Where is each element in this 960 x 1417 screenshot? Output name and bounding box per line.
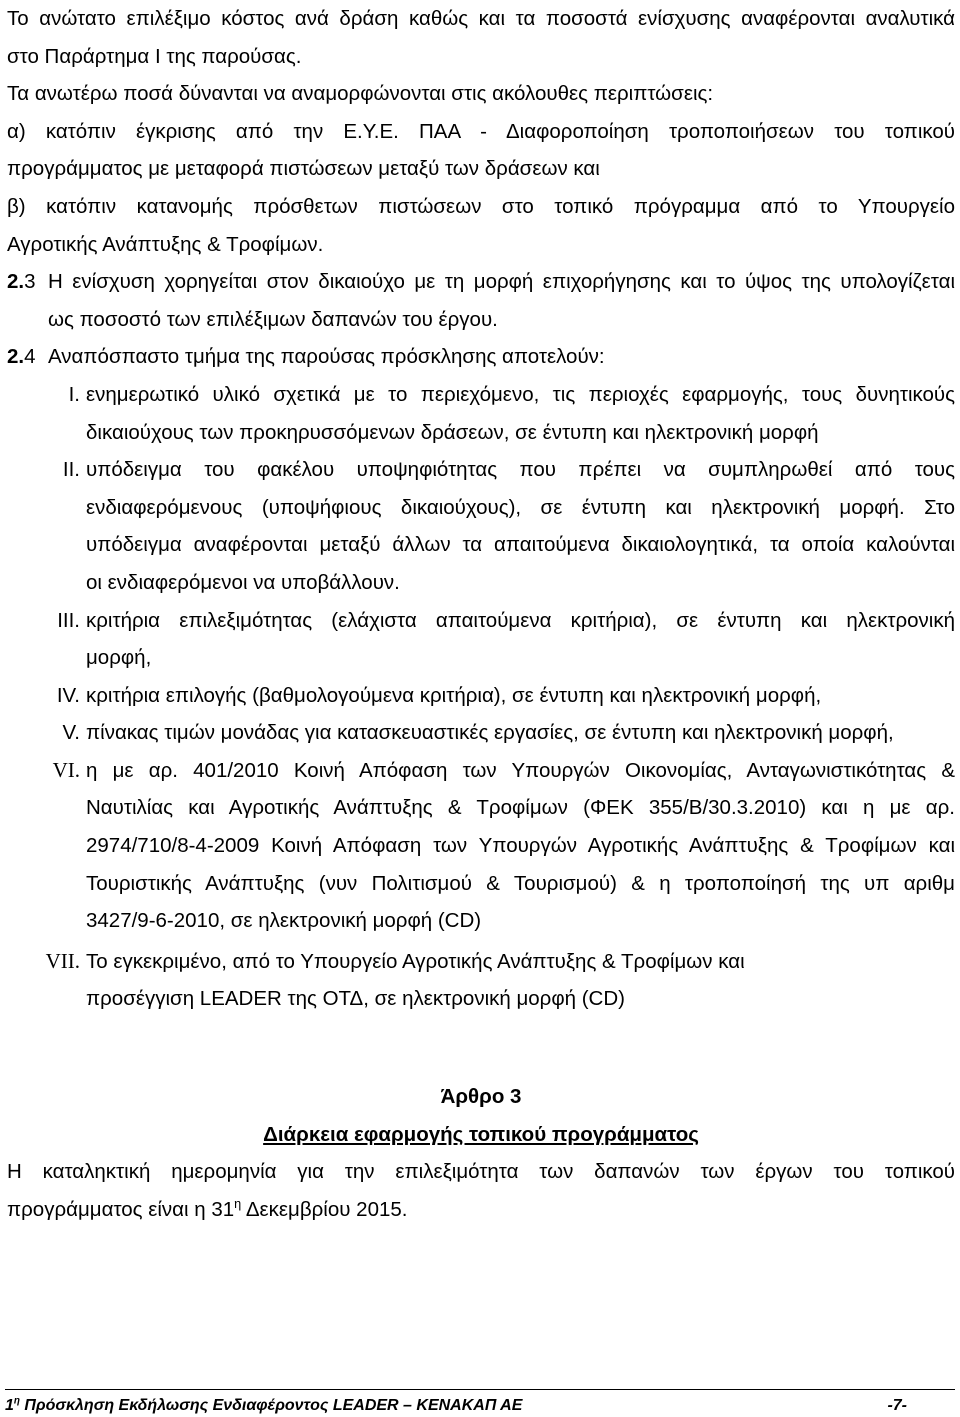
page-footer <box>5 1389 955 1416</box>
annex-numeral: VI. <box>52 757 80 782</box>
section-number <box>7 338 36 376</box>
annex-item-line: 3427/9-6-2010, σε ηλεκτρονική μορφή (CD) <box>86 909 482 933</box>
ordinal-superscript: η <box>13 1395 20 1407</box>
paragraph-line: ως ποσοστό των επιλέξιμων δαπανών του έργου. <box>48 307 498 331</box>
section-2-3 <box>7 263 955 338</box>
annex-item-line: 2974/710/8-4-2009 Κοινή Απόφαση των Υπουργών Αγροτικής Ανάπτυξης & Τροφίμων και <box>86 834 955 858</box>
annex-item <box>7 376 955 451</box>
annex-item-line: οι ενδιαφερόμενοι να υποβάλλουν. <box>86 570 400 594</box>
paragraph-line: Το ανώτατο επιλέξιμο κόστος ανά δράση καθώς και τα ποσοστά ενίσχυσης αναφέρονται αναλυτικά <box>7 7 955 30</box>
paragraph-line: α) κατόπιν έγκρισης από την Ε.Υ.Ε. ΠΑΑ - Διαφοροποίηση τροποποιήσεων του τοπικού <box>7 119 955 143</box>
paragraph-line: Αναπόσπαστο τμήμα της παρούσας πρόσκλησης αποτελούν: <box>48 345 605 369</box>
article-subheading <box>7 1116 955 1154</box>
footer-title <box>5 1396 522 1416</box>
annex-item <box>7 714 955 752</box>
paragraph-line: Η ενίσχυση χορηγείται στον δικαιούχο με τη μορφή επιχορήγησης και το ύψος της υπολογίζεται <box>48 270 955 294</box>
article-subheading-text: Διάρκεια εφαρμογής τοπικού προγράμματος <box>263 1122 699 1146</box>
section-number-major: 2. <box>7 345 25 369</box>
section-number-minor: 4 <box>24 345 36 369</box>
paragraph-line: Τα ανωτέρω ποσά δύνανται να αναμορφώνονται στις ακόλουθες περιπτώσεις: <box>7 82 714 106</box>
annex-item-line: Το εγκεκριμένο, από το Υπουργείο Αγροτικής Ανάπτυξης & Τροφίμων και <box>86 949 745 973</box>
annex-item-line: κριτήρια επιλεξιμότητας (ελάχιστα απαιτούμενα κριτήρια), σε έντυπη και ηλεκτρονική <box>86 608 955 632</box>
annex-item-line: ενδιαφερόμενους (υποψήφιους δικαιούχους), σε έντυπη και ηλεκτρονική μορφή. Στο <box>86 495 955 519</box>
article-3 <box>7 1078 955 1228</box>
annex-item-line: προσέγγιση LEADER της ΟΤΔ, σε ηλεκτρονική μορφή (CD) <box>86 987 625 1011</box>
article-heading: Άρθρο 3 <box>440 1085 522 1109</box>
annex-list <box>7 376 955 1018</box>
paragraph-line: Η καταληκτική ημερομηνία για την επιλεξιμότητα των δαπανών των έργων του τοπικού <box>7 1160 955 1184</box>
document-body <box>7 0 955 1228</box>
paragraph-line <box>7 1191 955 1229</box>
annex-item-line: υπόδειγμα του φακέλου υποψηφιότητας που πρέπει να συμπληρωθεί από τους <box>86 458 955 482</box>
annex-item-line: Τουριστικής Ανάπτυξης (νυν Πολιτισμού & Τουρισμού) & η τροποποίησή της υπ αριθμ <box>86 871 955 895</box>
annex-item <box>7 602 955 677</box>
costs-paragraph <box>7 0 955 75</box>
paragraph-line: Αγροτικής Ανάπτυξης & Τροφίμων. <box>7 232 324 256</box>
paragraph-line: προγράμματος με μεταφορά πιστώσεων μεταξύ των δράσεων και <box>7 157 600 181</box>
annex-item-line: ενημερωτικό υλικό σχετικά με το περιεχόμενο, τις περιοχές εφαρμογής, τους δυνητικούς <box>86 382 955 406</box>
footer-page-number: -7- <box>887 1397 907 1414</box>
paragraph-text: Δεκεμβρίου 2015. <box>241 1197 408 1221</box>
paragraph-line: β) κατόπιν κατανομής πρόσθετων πιστώσεων στο τοπικό πρόγραμμα από το Υπουργείο <box>7 194 955 218</box>
annex-item <box>7 677 955 715</box>
annex-item-line: υπόδειγμα αναφέρονται μεταξύ άλλων τα απαιτούμενα δικαιολογητικά, τα οποία καλούνται <box>86 533 955 557</box>
paragraph-text: προγράμματος είναι η 31 <box>7 1197 235 1221</box>
annex-numeral: II. <box>62 458 80 482</box>
section-number <box>7 263 36 301</box>
ordinal-superscript: η <box>234 1195 242 1211</box>
annex-item <box>7 451 955 601</box>
section-number-minor: 3 <box>24 270 36 294</box>
annex-item-line: μορφή, <box>86 646 152 670</box>
annex-numeral: I. <box>68 382 80 406</box>
footer-title-text: Πρόσκληση Εκδήλωσης Ενδιαφέροντος LEADER – ΚΕΝΑΚΑΠ ΑΕ <box>19 1397 523 1414</box>
paragraph-line: στο Παράρτημα Ι της παρούσας. <box>7 44 302 68</box>
section-number-major: 2. <box>7 270 25 294</box>
footer-ordinal-number: 1 <box>5 1397 14 1414</box>
annex-item-line: δικαιούχους των προκηρυσσόμενων δράσεων, σε έντυπη και ηλεκτρονική μορφή <box>86 420 819 444</box>
annex-item <box>7 752 955 940</box>
annex-item-line: πίνακας τιμών μονάδας για κατασκευαστικές εργασίες, σε έντυπη και ηλεκτρονική μορφή, <box>86 721 894 745</box>
annex-item-line: η με αρ. 401/2010 Κοινή Απόφαση των Υπουργών Οικονομίας, Ανταγωνιστικότητας & <box>86 758 955 782</box>
amendments-paragraph <box>7 75 955 263</box>
annex-item-line: κριτήρια επιλογής (βαθμολογούμενα κριτήρια), σε έντυπη και ηλεκτρονική μορφή, <box>86 683 822 707</box>
section-2-4 <box>7 338 955 376</box>
annex-item-line: Ναυτιλίας και Αγροτικής Ανάπτυξης & Τροφίμων (ΦΕΚ 355/Β/30.3.2010) και η με αρ. <box>86 796 955 820</box>
annex-numeral: IV. <box>56 683 80 707</box>
annex-numeral: VII. <box>45 948 80 973</box>
annex-numeral: V. <box>62 721 80 745</box>
annex-item <box>7 943 955 1018</box>
annex-numeral: III. <box>57 608 80 632</box>
